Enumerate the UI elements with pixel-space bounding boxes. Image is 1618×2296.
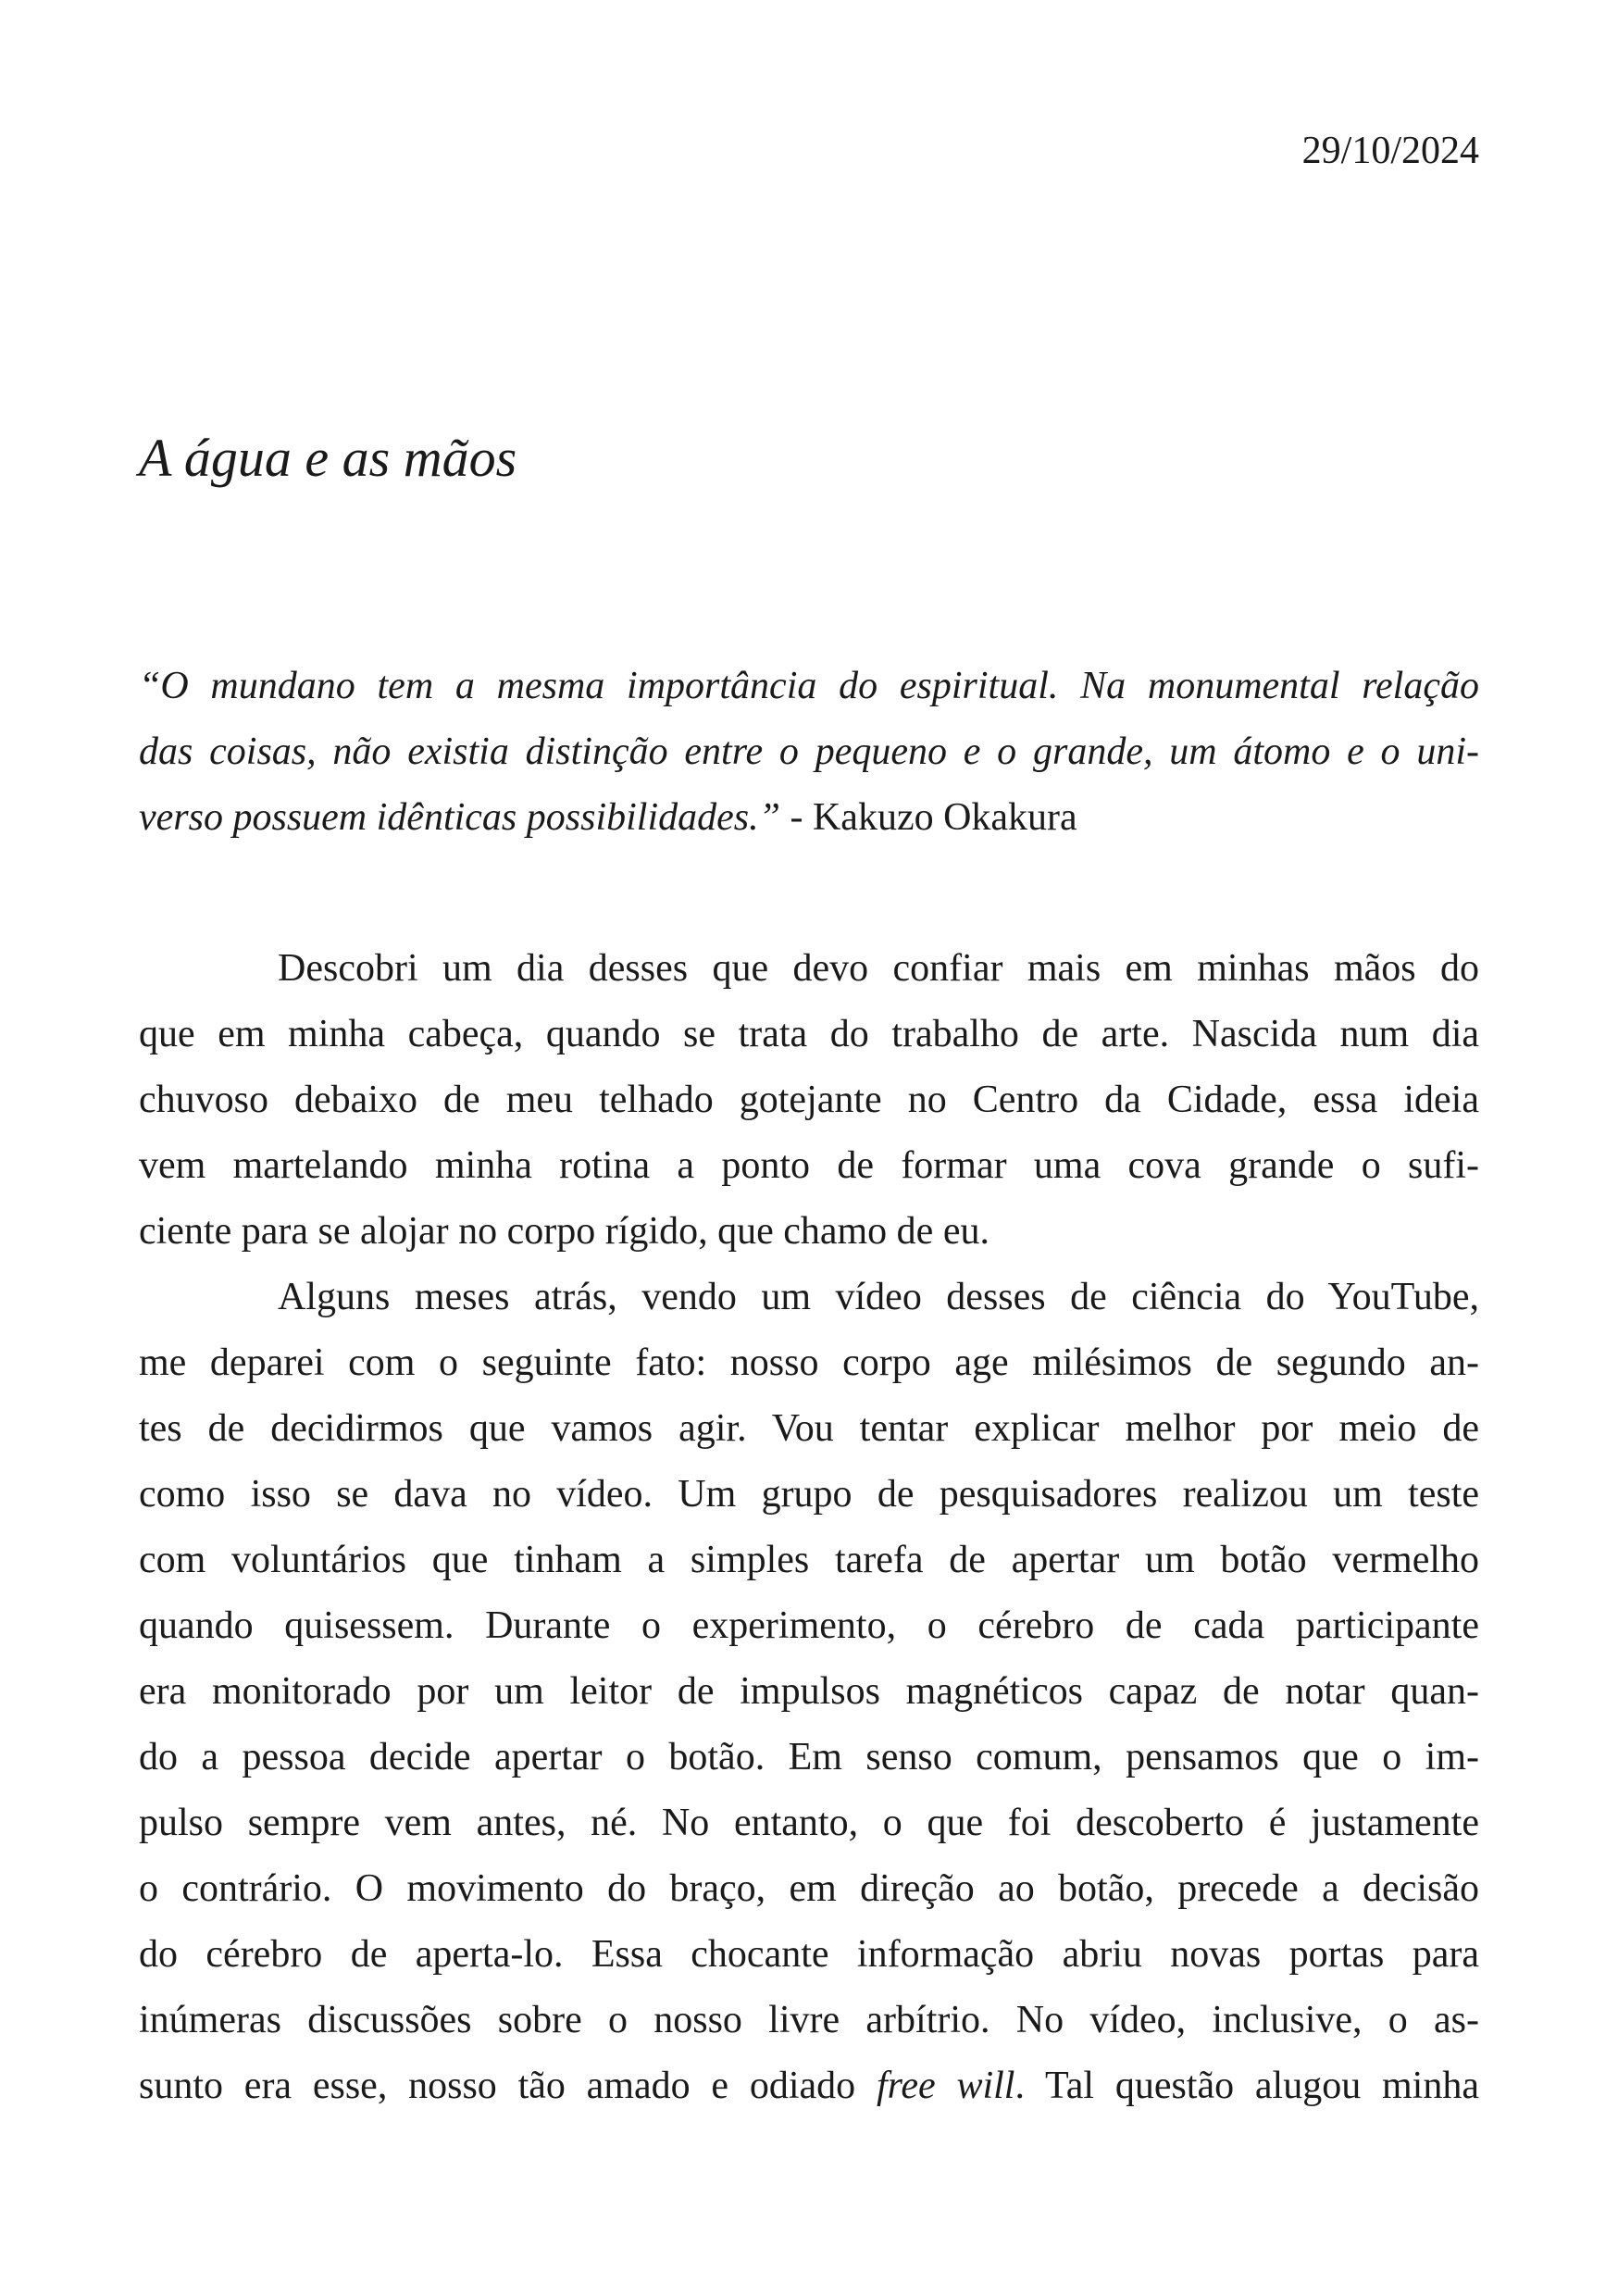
paragraph-line: do a pessoa decide apertar o botão. Em senso comum, pensamos que o im- xyxy=(139,1736,1479,1778)
line-text: . Tal questão alugou minha xyxy=(1014,2065,1479,2107)
paragraph-line: Descobri um dia desses que devo confiar mais em minhas mãos do xyxy=(278,947,1479,990)
paragraph-line: chuvoso debaixo de meu telhado gotejante no Centro da Cidade, essa ideia xyxy=(139,1079,1479,1121)
paragraph-line: vem martelando minha rotina a ponto de formar uma cova grande o sufi- xyxy=(139,1144,1479,1187)
body-text xyxy=(139,936,1479,2119)
epigraph-quote xyxy=(139,654,1479,851)
paragraph-line: o contrário. O movimento do braço, em direção ao botão, precede a decisão xyxy=(139,1867,1479,1910)
paragraph-line xyxy=(139,2053,1479,2119)
epigraph-line-italic: verso possuem idênticas possibilidades.” xyxy=(139,796,780,839)
epigraph-line xyxy=(139,785,1479,851)
epigraph-line: “O mundano tem a mesma importância do espiritual. Na monumental relação xyxy=(139,665,1479,707)
paragraph-line: me deparei com o seguinte fato: nosso corpo age milésimos de segundo an- xyxy=(139,1341,1479,1384)
paragraph-line: era monitorado por um leitor de impulsos magnéticos capaz de notar quan- xyxy=(139,1670,1479,1713)
paragraph-line: Alguns meses atrás, vendo um vídeo desses de ciência do YouTube, xyxy=(278,1276,1479,1318)
paragraph-line: como isso se dava no vídeo. Um grupo de pesquisadores realizou um teste xyxy=(139,1473,1479,1516)
paragraph-line: com voluntários que tinham a simples tarefa de apertar um botão vermelho xyxy=(139,1539,1479,1581)
page-date: 29/10/2024 xyxy=(1301,130,1479,172)
paragraph-line: pulso sempre vem antes, né. No entanto, o que foi descoberto é justamente xyxy=(139,1802,1479,1844)
emphasis-text: free will xyxy=(876,2065,1015,2107)
paragraph-line: que em minha cabeça, quando se trata do trabalho de arte. Nascida num dia xyxy=(139,1013,1479,1055)
paragraph-line: ciente para se alojar no corpo rígido, que chamo de eu. xyxy=(139,1210,989,1253)
line-text: sunto era esse, nosso tão amado e odiado xyxy=(139,2065,877,2107)
paragraph-line: quando quisessem. Durante o experimento, o cérebro de cada participante xyxy=(139,1604,1479,1647)
epigraph-attribution: - Kakuzo Okakura xyxy=(779,796,1077,839)
paragraph-line: tes de decidirmos que vamos agir. Vou tentar explicar melhor por meio de xyxy=(139,1407,1479,1450)
chapter-title: A água e as mãos xyxy=(139,428,517,488)
epigraph-line: das coisas, não existia distinção entre o pequeno e o grande, um átomo e o uni- xyxy=(139,730,1479,773)
paragraph-line: inúmeras discussões sobre o nosso livre arbítrio. No vídeo, inclusive, o as- xyxy=(139,1999,1479,2041)
paragraph-line: do cérebro de aperta-lo. Essa chocante informação abriu novas portas para xyxy=(139,1933,1479,1976)
